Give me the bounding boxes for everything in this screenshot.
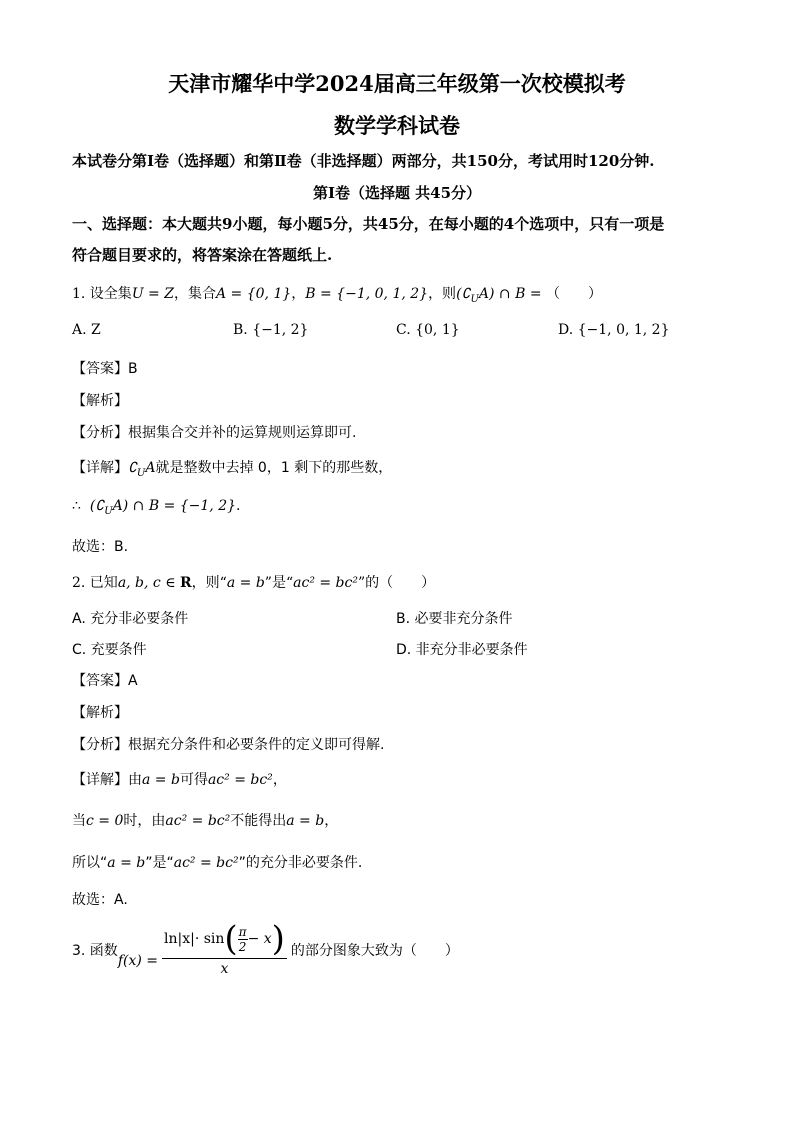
q1-analysis-tag: 【解析】 [72,393,128,409]
answer-tag: 【答案】 [72,361,128,377]
q2-option-d: D. 非充分非必要条件 [396,642,528,658]
question-number: 1. 设全集 [72,286,132,302]
question-number: 2. 已知 [72,575,118,591]
set-u: U = Z [131,286,174,302]
q1-xiangjie: 【详解】$∁_UA$就是整数中去掉 0，1 剩下的那些数， [72,460,393,479]
part-heading: 第Ⅰ卷（选择题 共45分） [312,184,482,202]
q1-fenxi: 【分析】根据集合交并补的运算规则运算即可. [72,425,357,441]
section-instructions-cont: 符合题目要求的，将答案涂在答题纸上. [72,246,333,264]
set-b: B = {−1, 0, 1, 2} [305,286,429,302]
answer-paren: （ ） [546,286,602,302]
question-2: 2. 已知a, b, c ∈ R，则“a = b”是“ac² = bc²”的（ ） [72,575,436,591]
q2-line2: 当c = 0时，由ac² = bc²不能得出a = b， [72,813,339,829]
q1-therefore: ∴ $(∁_UA)$ ∩ B = {−1, 2}. [72,498,241,517]
text: ，集合 [173,286,216,302]
section-instructions: 一、选择题：本大题共9小题，每小题5分，共45分，在每小题的4个选项中，只有一项是 [72,215,665,233]
q1-option-a: A. Z [72,322,101,338]
question-1 [72,283,602,305]
q2-line3: 所以“a = b”是“ac² = bc²”的充分非必要条件. [72,855,363,871]
question-text: 的部分图象大致为（ ） [290,942,459,959]
question-number: 3. 函数 [72,942,118,959]
q2-xiangjie: 【详解】由a = b可得ac² = bc²， [72,772,287,788]
set-a: A = {0, 1} [215,286,292,302]
q1-option-d: D. {−1, 0, 1, 2} [558,322,670,338]
q1-choose: 故选：B. [72,539,129,555]
q2-option-b: B. 必要非充分条件 [396,611,513,627]
answer-value: B [128,361,138,377]
q2-option-c: C. 充要条件 [72,642,147,658]
q2-answer: 【答案】A [72,673,138,689]
q1-option-b: B. {−1, 2} [233,322,309,338]
q2-option-a: A. 充分非必要条件 [72,611,189,627]
function-fraction [162,919,287,977]
complement-expr: $(∁_UA)$ ∩ B = [456,286,542,305]
q2-analysis-tag: 【解析】 [72,705,128,721]
question-3 [72,919,459,977]
q1-answer [72,358,138,378]
text: ， [291,286,306,302]
function-name: f(x) = [117,952,158,969]
exam-subtitle: 数学学科试卷 [334,113,460,138]
exam-intro: 本试卷分第Ⅰ卷（选择题）和第Ⅱ卷（非选择题）两部分，共150分，考试用时120分钟. [72,152,655,170]
q2-fenxi: 【分析】根据充分条件和必要条件的定义即可得解. [72,737,385,753]
fraction-numerator: ln|x|· sin ( $\frac{\pi}{2}$ − x ) [164,919,285,959]
text: ，则 [428,286,457,302]
exam-title: 天津市耀华中学2024届高三年级第一次校模拟考 [168,71,626,96]
q2-choose: 故选：A. [72,892,128,908]
complement-symbol: $∁_UA$ [128,460,156,479]
q1-option-c: C. {0, 1} [396,322,460,338]
fraction-denominator: x [220,961,229,977]
